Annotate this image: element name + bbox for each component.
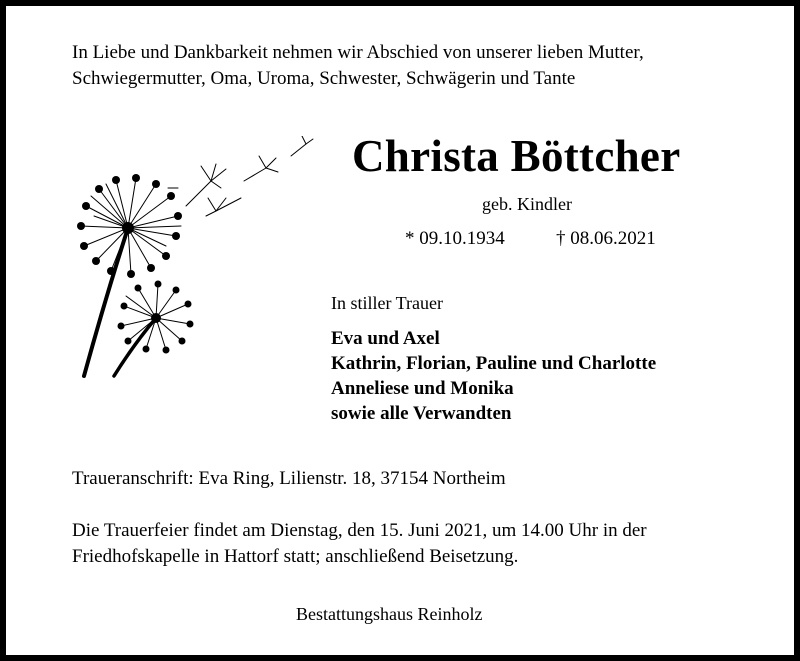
family-member: sowie alle Verwandten [331, 403, 512, 424]
death-date: † 08.06.2021 [556, 228, 656, 249]
family-member: Kathrin, Florian, Pauline und Charlotte [331, 353, 657, 374]
deceased-name: Christa Böttcher [352, 131, 681, 181]
dandelion-icon [66, 136, 326, 386]
birth-date: * 09.10.1934 [405, 228, 505, 249]
service-info: Die Trauerfeier findet am Dienstag, den 15. Juni 2021, um 14.00 Uhr in der Friedhofskapelle in Hattorf statt; anschließend Beisetzung. [72, 520, 647, 567]
family-member: Eva und Axel [331, 328, 440, 349]
intro-text: In Liebe und Dankbarkeit nehmen wir Abschied von unserer lieben Mutter, Schwiegermutter, Oma, Uroma, Schwester, Schwägerin und Tante [72, 42, 644, 89]
funeral-home: Bestattungshaus Reinholz [296, 604, 483, 624]
mourning-address: Traueranschrift: Eva Ring, Lilienstr. 18, 37154 Northeim [72, 468, 506, 489]
family-member: Anneliese und Monika [331, 378, 514, 399]
mourning-line: In stiller Trauer [331, 293, 443, 313]
maiden-name: geb. Kindler [482, 194, 572, 214]
family-list [331, 326, 656, 426]
